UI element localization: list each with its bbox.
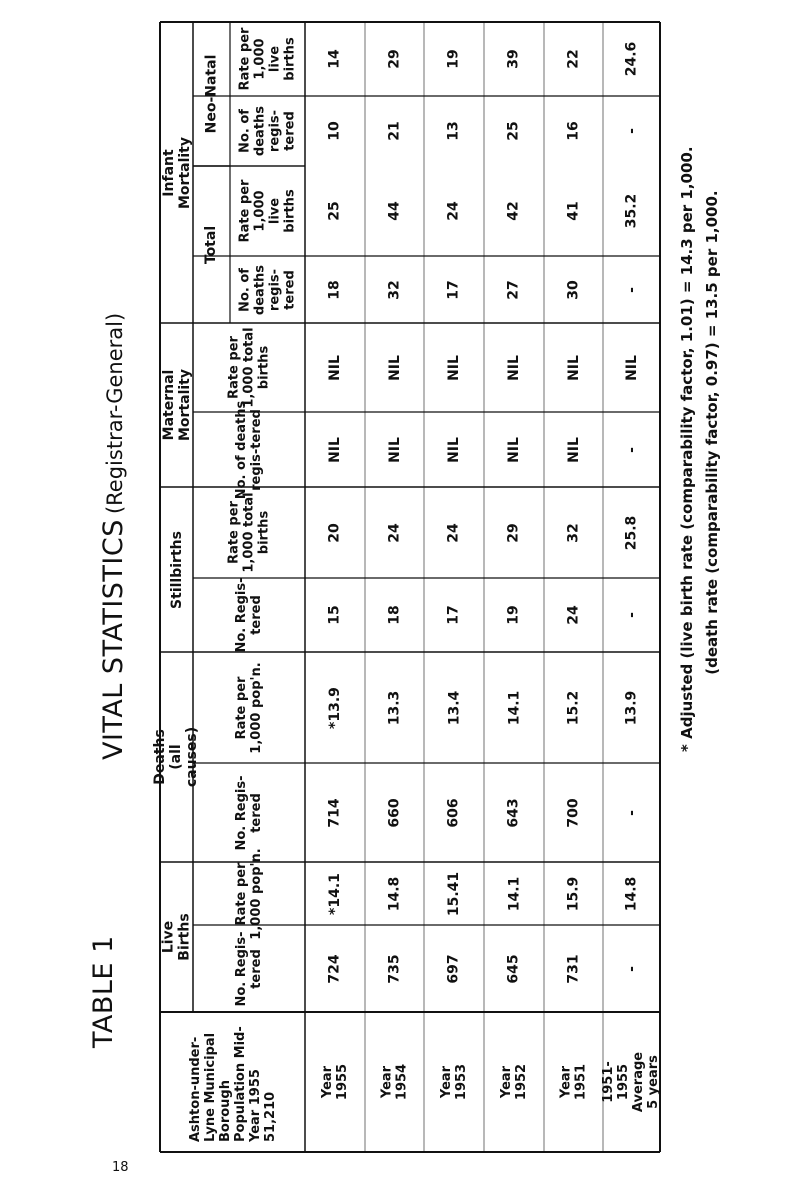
table-cell bbox=[305, 862, 365, 925]
table-cell bbox=[544, 166, 603, 256]
subgroup-header bbox=[193, 166, 230, 323]
table-cell bbox=[424, 925, 484, 1012]
table-cell-text: NIL bbox=[326, 354, 343, 381]
table-cell-text: NIL bbox=[386, 436, 403, 463]
table-cell-text: 35.2 bbox=[623, 193, 640, 229]
table-cell bbox=[484, 925, 544, 1012]
table-cell-text: NIL bbox=[623, 354, 640, 381]
table-cell bbox=[603, 96, 660, 166]
table-cell bbox=[603, 487, 660, 578]
table-cell-text: 32 bbox=[386, 279, 403, 300]
table-cell bbox=[603, 22, 660, 96]
footnote-line-2-wrap bbox=[703, 190, 721, 752]
table-cell-text: 697 bbox=[445, 953, 462, 984]
table-cell-text: 42 bbox=[505, 201, 522, 221]
table-cell bbox=[544, 323, 603, 412]
table-cell bbox=[365, 256, 424, 323]
table-cell bbox=[544, 862, 603, 925]
stub-header-text: Ashton-under-Lyne Municipal Borough Population Mid-Year 1955 51,210 bbox=[187, 1026, 278, 1142]
table-cell-text: 24 bbox=[386, 522, 403, 543]
table-cell bbox=[365, 578, 424, 652]
table-cell bbox=[365, 763, 424, 862]
subgroup-header bbox=[193, 22, 230, 166]
table-cell bbox=[305, 256, 365, 323]
table-cell bbox=[305, 652, 365, 763]
table-cell bbox=[544, 412, 603, 487]
table-cell-text: 18 bbox=[386, 605, 403, 625]
table-cell-text: NIL bbox=[505, 354, 522, 381]
table-cell bbox=[484, 22, 544, 96]
table-cell bbox=[305, 763, 365, 862]
table-cell-text: 14.1 bbox=[505, 876, 522, 911]
table-label: TABLE 1 bbox=[88, 935, 119, 1048]
row-year bbox=[305, 1012, 365, 1152]
table-cell-text: NIL bbox=[565, 436, 582, 463]
table-cell-text: - bbox=[623, 809, 640, 816]
table-cell bbox=[424, 323, 484, 412]
table-cell-text: 25 bbox=[326, 201, 343, 221]
table-cell bbox=[603, 763, 660, 862]
table-cell-text: 731 bbox=[565, 953, 582, 984]
table-cell-text: NIL bbox=[326, 436, 343, 463]
subtitle-text: (Registrar-General) bbox=[103, 312, 127, 515]
column-header-text: No. of deaths regis-tered bbox=[237, 264, 298, 315]
table-cell bbox=[305, 925, 365, 1012]
group-header bbox=[152, 652, 201, 862]
row-year bbox=[484, 1012, 544, 1152]
table-cell bbox=[544, 256, 603, 323]
table-cell-text: - bbox=[623, 128, 640, 134]
column-header-text: Rate per 1,000 pop'n. bbox=[234, 661, 264, 754]
table-cell-text: 17 bbox=[445, 605, 462, 625]
table-cell bbox=[424, 96, 484, 166]
table-cell-text: 645 bbox=[505, 953, 522, 984]
table-cell-text: 17 bbox=[445, 279, 462, 300]
table-cell-text: NIL bbox=[445, 436, 462, 463]
table-cell bbox=[424, 578, 484, 652]
table-cell bbox=[484, 763, 544, 862]
table-cell bbox=[484, 256, 544, 323]
table-cell-text: 10 bbox=[326, 121, 343, 141]
subgroup-header-text: Neo-Natal bbox=[203, 54, 220, 134]
table-cell bbox=[365, 96, 424, 166]
table-cell-text: 19 bbox=[445, 49, 462, 69]
table-cell bbox=[424, 412, 484, 487]
table-cell bbox=[365, 166, 424, 256]
table-cell-text: 735 bbox=[386, 953, 403, 984]
column-header bbox=[230, 96, 305, 166]
group-header bbox=[160, 487, 193, 652]
row-year-text: Year 1952 bbox=[499, 1063, 529, 1101]
column-header-text: No. of deaths regis-tered bbox=[237, 105, 298, 157]
table-cell-text: - bbox=[623, 612, 640, 618]
column-header-text: No. Regis-tered bbox=[234, 775, 264, 850]
table-cell bbox=[484, 166, 544, 256]
table-cell-text: NIL bbox=[445, 354, 462, 381]
table-cell bbox=[424, 22, 484, 96]
column-header-text: Rate per 1,000 total births bbox=[226, 327, 272, 408]
table-cell-text: 643 bbox=[505, 797, 522, 828]
table-cell-text: NIL bbox=[386, 354, 403, 381]
table-cell bbox=[603, 323, 660, 412]
group-header-text: Maternal Mortality bbox=[160, 368, 193, 442]
table-cell bbox=[544, 763, 603, 862]
table-cell-text: 41 bbox=[565, 201, 582, 221]
table-cell bbox=[424, 487, 484, 578]
table-cell-text: 14 bbox=[326, 49, 343, 69]
table-cell-text: *14.1 bbox=[327, 872, 343, 915]
column-header bbox=[193, 763, 305, 862]
column-header-text: Rate per 1,000 live births bbox=[237, 27, 298, 91]
footnote-line-1: (live birth rate (comparability factor, 1.01) = 14.3 per 1,000. bbox=[678, 146, 696, 659]
table-cell-text: 24 bbox=[565, 605, 582, 625]
table-cell bbox=[305, 487, 365, 578]
column-header-text: No. of deaths regis-tered bbox=[234, 400, 264, 499]
table-cell-text: 714 bbox=[326, 797, 343, 828]
table-cell-text: 15.41 bbox=[445, 871, 462, 916]
table-cell bbox=[365, 652, 424, 763]
table-cell-text: 13.4 bbox=[445, 690, 462, 725]
table-cell bbox=[484, 578, 544, 652]
table-cell bbox=[424, 166, 484, 256]
column-header-text: No. Regis-tered bbox=[234, 931, 264, 1006]
table-cell bbox=[603, 652, 660, 763]
group-header-text: Live Births bbox=[160, 913, 193, 961]
table-cell bbox=[365, 487, 424, 578]
table-cell-text: 27 bbox=[505, 279, 522, 300]
table-cell bbox=[484, 652, 544, 763]
table-cell bbox=[305, 578, 365, 652]
table-cell bbox=[424, 763, 484, 862]
table-cell bbox=[365, 862, 424, 925]
table-cell bbox=[544, 578, 603, 652]
table-cell bbox=[305, 22, 365, 96]
row-year bbox=[424, 1012, 484, 1152]
table-cell-text: 14.8 bbox=[623, 876, 640, 911]
table-cell bbox=[365, 22, 424, 96]
table-cell bbox=[305, 323, 365, 412]
row-year-text: Year 1953 bbox=[439, 1063, 469, 1101]
table-cell-text: 16 bbox=[565, 121, 582, 141]
group-header-text: Stillbirths bbox=[168, 530, 185, 609]
table-cell-text: 29 bbox=[386, 49, 403, 69]
table-cell-text: 14.1 bbox=[505, 690, 522, 725]
table-cell-text: NIL bbox=[565, 354, 582, 381]
group-header-text: Infant Mortality bbox=[160, 136, 193, 209]
table-cell bbox=[365, 412, 424, 487]
table-cell-text: 660 bbox=[386, 797, 403, 828]
row-year-text: Year 1951 bbox=[558, 1063, 589, 1101]
table-cell bbox=[603, 256, 660, 323]
column-header bbox=[230, 256, 305, 323]
table-cell-text: NIL bbox=[505, 436, 522, 463]
table-cell-text: 13.3 bbox=[386, 690, 403, 725]
column-header-text: Rate per 1,000 total births bbox=[226, 492, 272, 573]
table-cell-text: 606 bbox=[445, 797, 462, 828]
table-cell-text: 13.9 bbox=[623, 690, 640, 725]
table-cell-text: 32 bbox=[565, 522, 582, 543]
table-cell bbox=[544, 22, 603, 96]
table-cell bbox=[365, 323, 424, 412]
table-cell-text: 700 bbox=[565, 797, 582, 828]
table-cell-text: - bbox=[623, 286, 640, 293]
table-cell-text: - bbox=[623, 965, 640, 972]
table-cell bbox=[603, 412, 660, 487]
column-header-text: Rate per 1,000 pop'n. bbox=[234, 847, 264, 940]
table-cell bbox=[305, 166, 365, 256]
column-header-text: No. Regis-tered bbox=[234, 577, 264, 653]
column-header bbox=[193, 847, 305, 940]
table-cell bbox=[603, 925, 660, 1012]
footnote-label: Adjusted bbox=[678, 663, 696, 739]
table-cell-text: 724 bbox=[326, 953, 343, 984]
column-header bbox=[230, 22, 305, 96]
table-cell bbox=[484, 862, 544, 925]
subgroup-header-text: Total bbox=[203, 225, 220, 264]
table-cell-text: 15 bbox=[326, 605, 343, 625]
group-header-text: Deaths (all causes) bbox=[152, 726, 201, 788]
table-cell-text: 24.6 bbox=[623, 41, 640, 77]
table-cell bbox=[544, 487, 603, 578]
table-cell bbox=[603, 862, 660, 925]
row-year bbox=[365, 1012, 424, 1152]
table-cell-text: 19 bbox=[505, 605, 522, 625]
table-cell bbox=[424, 862, 484, 925]
row-year-text: 1951-1955 Average 5 years bbox=[601, 1051, 662, 1113]
stub-header bbox=[160, 1012, 305, 1152]
table-cell-text: 24 bbox=[445, 522, 462, 543]
column-header bbox=[193, 400, 305, 499]
table-cell bbox=[305, 96, 365, 166]
row-year bbox=[603, 1012, 660, 1152]
row-year-text: Year 1955 bbox=[320, 1063, 350, 1101]
table-cell bbox=[424, 256, 484, 323]
group-header bbox=[160, 862, 193, 1012]
title-text: VITAL STATISTICS bbox=[98, 519, 129, 760]
row-year-text: Year 1954 bbox=[379, 1063, 410, 1101]
table-cell-text: 44 bbox=[386, 201, 403, 221]
table-cell-text: 15.2 bbox=[565, 690, 582, 725]
table-cell bbox=[484, 323, 544, 412]
table-cell-text: 18 bbox=[326, 279, 343, 300]
column-header-text: Rate per 1,000 live births bbox=[237, 179, 298, 243]
table-cell-text: 20 bbox=[326, 522, 343, 543]
table-cell bbox=[484, 412, 544, 487]
table-cell-text: 30 bbox=[565, 279, 582, 300]
table-cell-text: 39 bbox=[505, 49, 522, 69]
table-cell-text: 25 bbox=[505, 121, 522, 141]
table-cell bbox=[603, 166, 660, 256]
table-cell-text: 14.8 bbox=[386, 876, 403, 911]
table-cell bbox=[484, 487, 544, 578]
column-header bbox=[193, 323, 305, 412]
table-cell bbox=[544, 652, 603, 763]
table-cell-text: - bbox=[623, 446, 640, 453]
table-cell-text: 25.8 bbox=[623, 515, 640, 550]
table-cell bbox=[544, 96, 603, 166]
footnote-line-2: (death rate (comparability factor, 0.97) = 13.5 per 1,000. bbox=[703, 190, 721, 675]
column-header bbox=[193, 578, 305, 652]
table-cell-text: 29 bbox=[505, 522, 522, 543]
table-cell bbox=[305, 412, 365, 487]
table-cell-text: 22 bbox=[565, 49, 582, 69]
group-header bbox=[160, 323, 193, 487]
table-cell-text: 21 bbox=[386, 121, 403, 141]
column-header bbox=[230, 166, 305, 256]
table-cell-text: 24 bbox=[445, 201, 462, 221]
footnote-marker: * bbox=[678, 744, 696, 752]
table-cell bbox=[424, 652, 484, 763]
footnote-adjusted bbox=[678, 146, 696, 752]
table-cell bbox=[365, 925, 424, 1012]
table-cell-text: *13.9 bbox=[327, 686, 343, 729]
table-cell bbox=[603, 578, 660, 652]
table-cell-text: 15.9 bbox=[565, 876, 582, 911]
row-year bbox=[544, 1012, 603, 1152]
group-header bbox=[160, 22, 193, 323]
page-number: 18 bbox=[112, 1160, 129, 1175]
table-cell bbox=[484, 96, 544, 166]
table-cell bbox=[544, 925, 603, 1012]
table-cell-text: 13 bbox=[445, 121, 462, 141]
